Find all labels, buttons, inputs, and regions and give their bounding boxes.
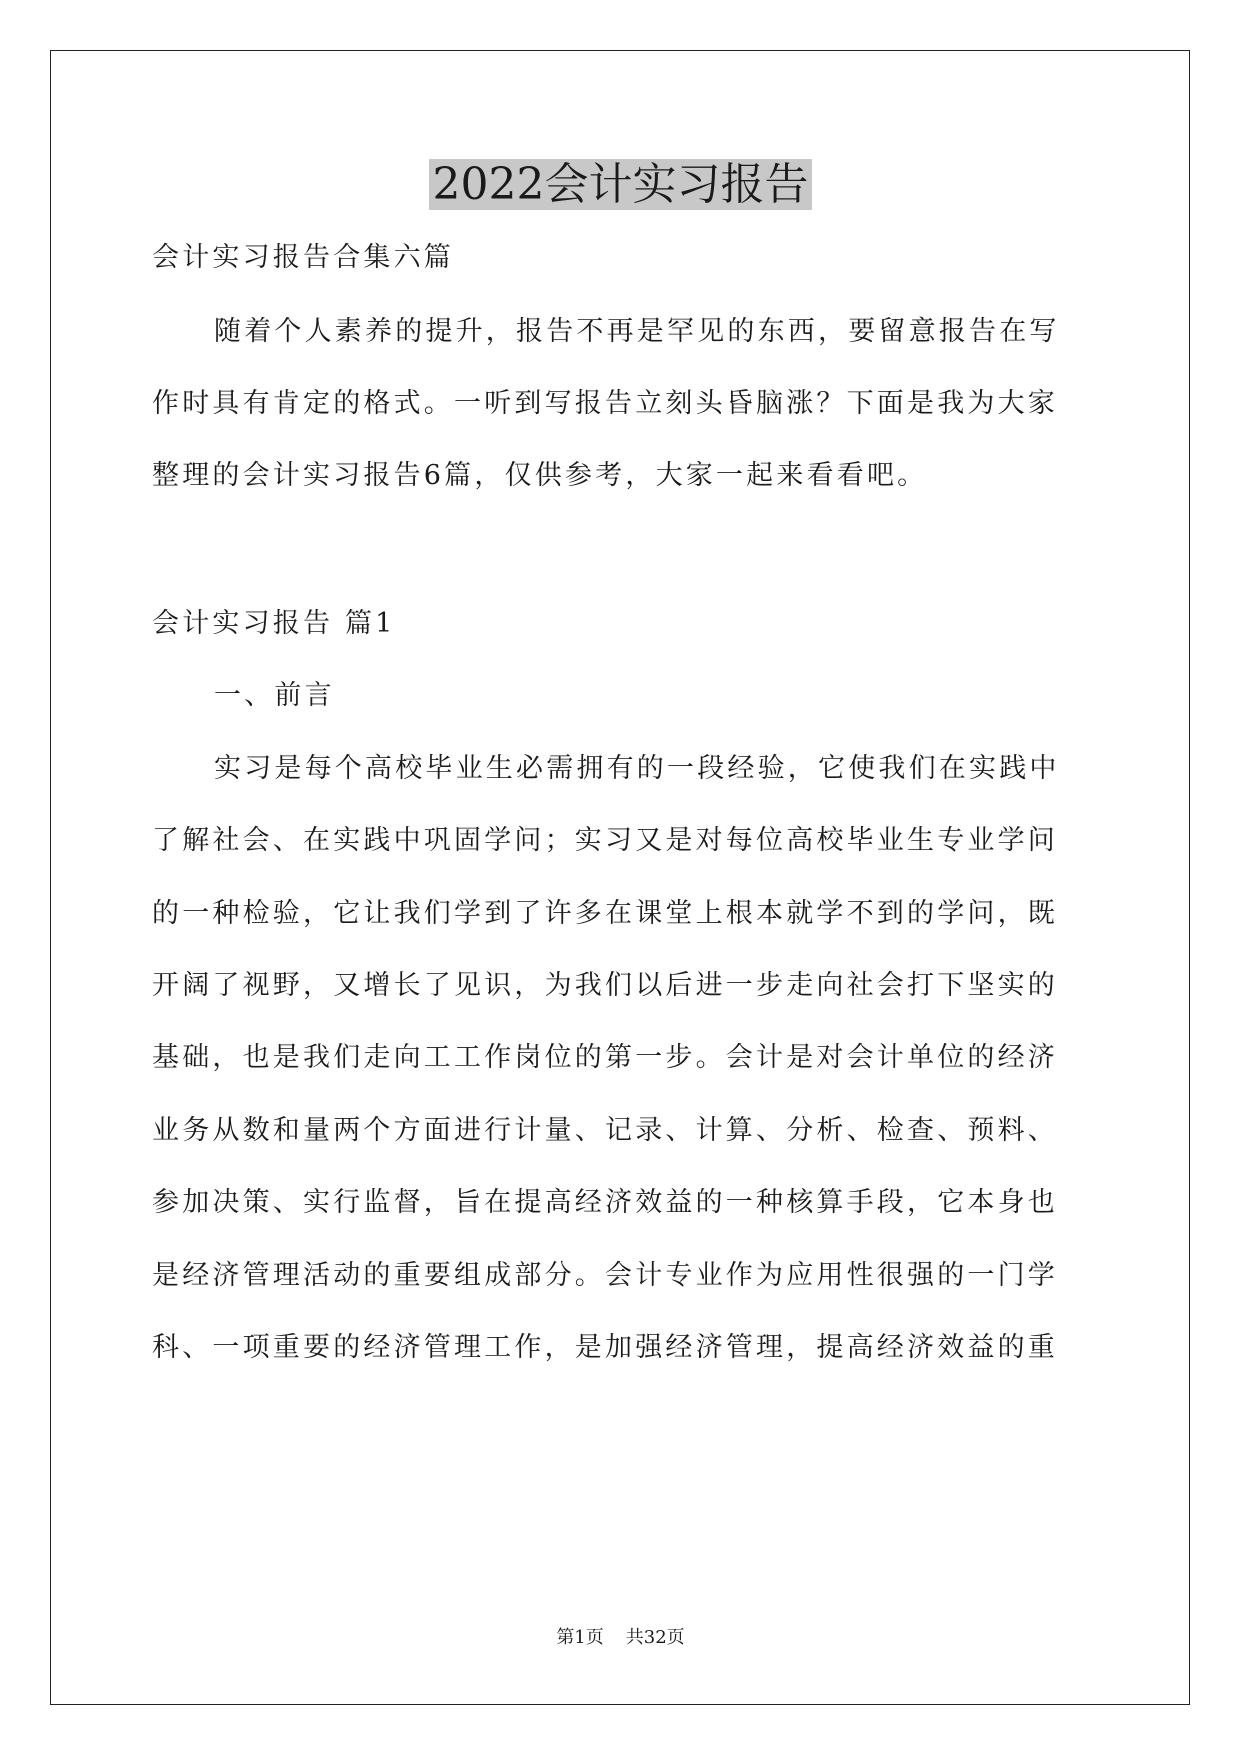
subsection-heading: 一、前言 bbox=[214, 680, 335, 711]
body-paragraph-line: 基础，也是我们走向工工作岗位的第一步。会计是对会计单位的经济 bbox=[152, 1042, 1058, 1073]
intro-paragraph-line: 作时具有肯定的格式。一听到写报告立刻头昏脑涨？下面是我为大家 bbox=[152, 388, 1058, 419]
document-subtitle: 会计实习报告合集六篇 bbox=[152, 242, 454, 273]
intro-paragraph-line: 随着个人素养的提升，报告不再是罕见的东西，要留意报告在写 bbox=[214, 316, 1060, 347]
intro-paragraph-line: 整理的会计实习报告6篇，仅供参考，大家一起来看看吧。 bbox=[152, 460, 928, 491]
section-heading: 会计实习报告 篇1 bbox=[152, 608, 396, 639]
page-border bbox=[50, 50, 1190, 1705]
body-paragraph-line: 实习是每个高校毕业生必需拥有的一段经验，它使我们在实践中 bbox=[214, 753, 1060, 784]
body-paragraph-line: 参加决策、实行监督，旨在提高经济效益的一种核算手段，它本身也 bbox=[152, 1187, 1058, 1218]
body-paragraph-line: 的一种检验，它让我们学到了许多在课堂上根本就学不到的学问，既 bbox=[152, 898, 1058, 929]
page-number: 第1页 bbox=[556, 1627, 604, 1648]
page-footer bbox=[0, 1626, 1241, 1650]
document-title-text: 2022会计实习报告 bbox=[429, 159, 813, 210]
total-pages: 共32页 bbox=[625, 1627, 685, 1648]
body-paragraph-line: 业务从数和量两个方面进行计量、记录、计算、分析、检查、预料、 bbox=[152, 1115, 1058, 1146]
body-paragraph-line: 开阔了视野，又增长了见识，为我们以后进一步走向社会打下坚实的 bbox=[152, 970, 1058, 1001]
body-paragraph-line: 是经济管理活动的重要组成部分。会计专业作为应用性很强的一门学 bbox=[152, 1260, 1058, 1291]
document-title bbox=[0, 155, 1241, 215]
body-paragraph-line: 科、一项重要的经济管理工作，是加强经济管理，提高经济效益的重 bbox=[152, 1332, 1058, 1363]
body-paragraph-line: 了解社会、在实践中巩固学问；实习又是对每位高校毕业生专业学问 bbox=[152, 825, 1058, 856]
